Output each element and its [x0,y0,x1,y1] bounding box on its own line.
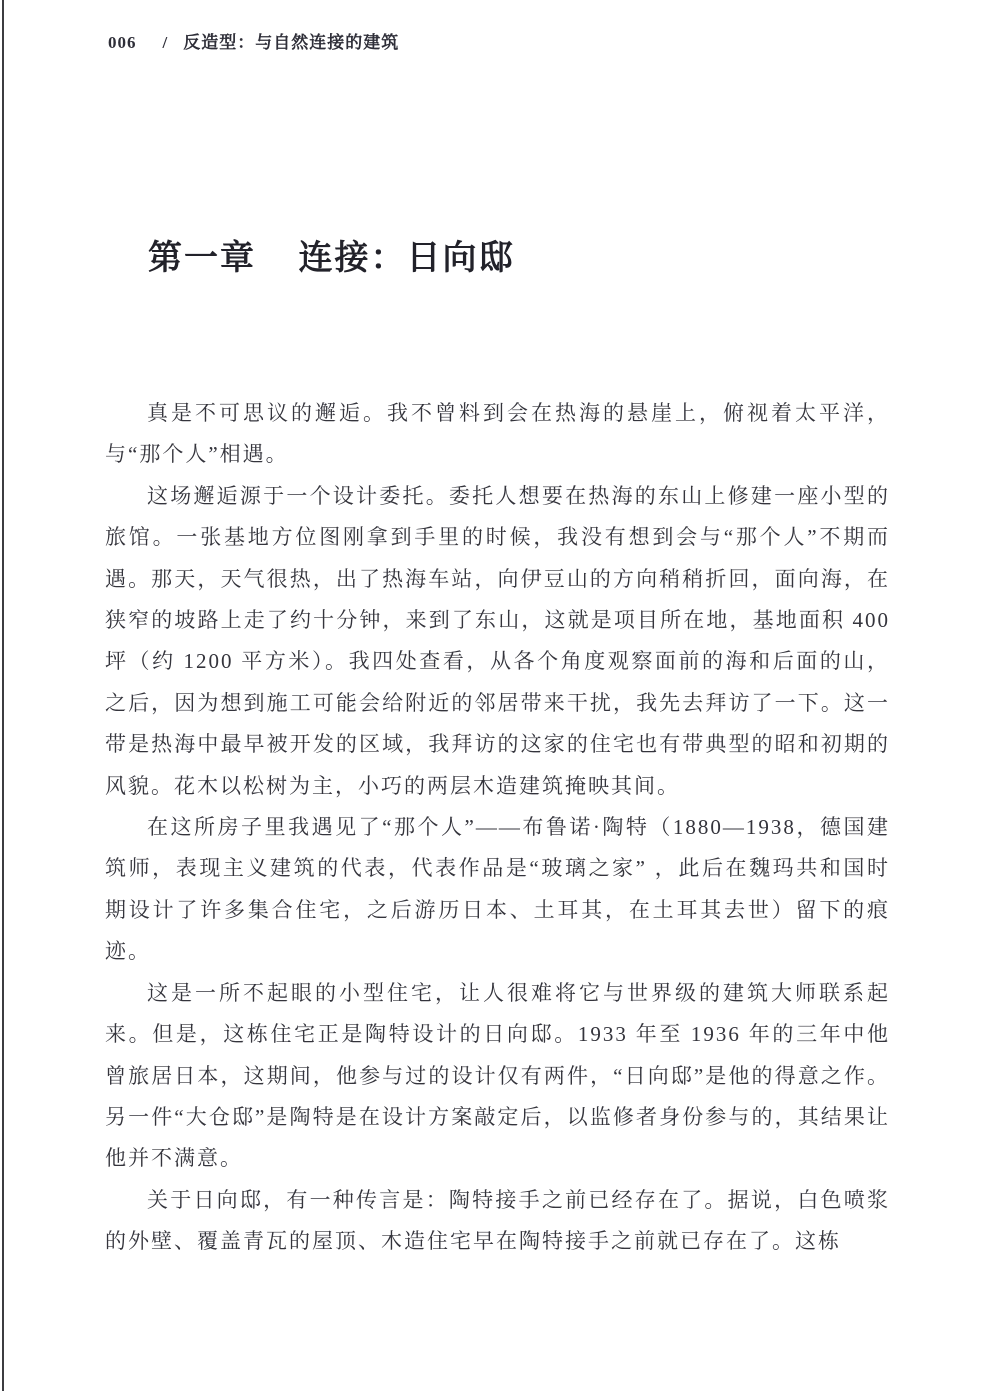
page-edge-line [2,0,4,1391]
paragraph: 真是不可思议的邂逅。我不曾料到会在热海的悬崖上，俯视着太平洋，与“那个人”相遇。 [105,401,890,467]
body-text [105,393,890,1263]
paragraph: 在这所房子里我遇见了“那个人”——布鲁诺·陶特（1880—1938，德国建筑师，表现主义建筑的代表，代表作品是“玻璃之家” ，此后在魏玛共和国时期设计了许多集合住宅，之后游历日本、土耳其，在土耳其去世）留下的痕迹。 [105,815,890,964]
paragraph: 这场邂逅源于一个设计委托。委托人想要在热海的东山上修建一座小型的旅馆。一张基地方位图刚拿到手里的时候，我没有想到会与“那个人”不期而遇。那天，天气很热，出了热海车站，向伊豆山的方向稍稍折回，面向海，在狭窄的坡路上走了约十分钟，来到了东山，这就是项目所在地，基地面积 400 坪（约 1200 平方米）。我四处查看，从各个角度观察面前的海和后面的山，之后，因为想到施工可能会给附近的邻居带来干扰，我先去拜访了一下。这一带是热海中最早被开发的区域，我拜访的这家的住宅也有带典型的昭和初期的风貌。花木以松树为主，小巧的两层木造建筑掩映其间。 [105,483,890,798]
paragraph: 这是一所不起眼的小型住宅，让人很难将它与世界级的建筑大师联系起来。但是，这栋住宅正是陶特设计的日向邸。1933 年至 1936 年的三年中他曾旅居日本，这期间，他参与过的设计仅有两件，“日向邸”是他的得意之作。另一件“大仓邸”是陶特是在设计方案敲定后，以监修者身份参与的，其结果让他并不满意。 [105,980,890,1171]
chapter-heading [148,238,515,281]
chapter-title: 连接：日向邸 [298,240,515,277]
running-title: 反造型：与自然连接的建筑 [183,33,400,52]
running-header [108,33,399,53]
chapter-number: 第一章 [148,240,256,277]
paragraph: 关于日向邸，有一种传言是：陶特接手之前已经存在了。据说，白色喷浆的外壁、覆盖青瓦的屋顶、木造住宅早在陶特接手之前就已存在了。这栋 [105,1187,890,1254]
header-separator: / [162,33,168,52]
page-number: 006 [108,33,137,52]
